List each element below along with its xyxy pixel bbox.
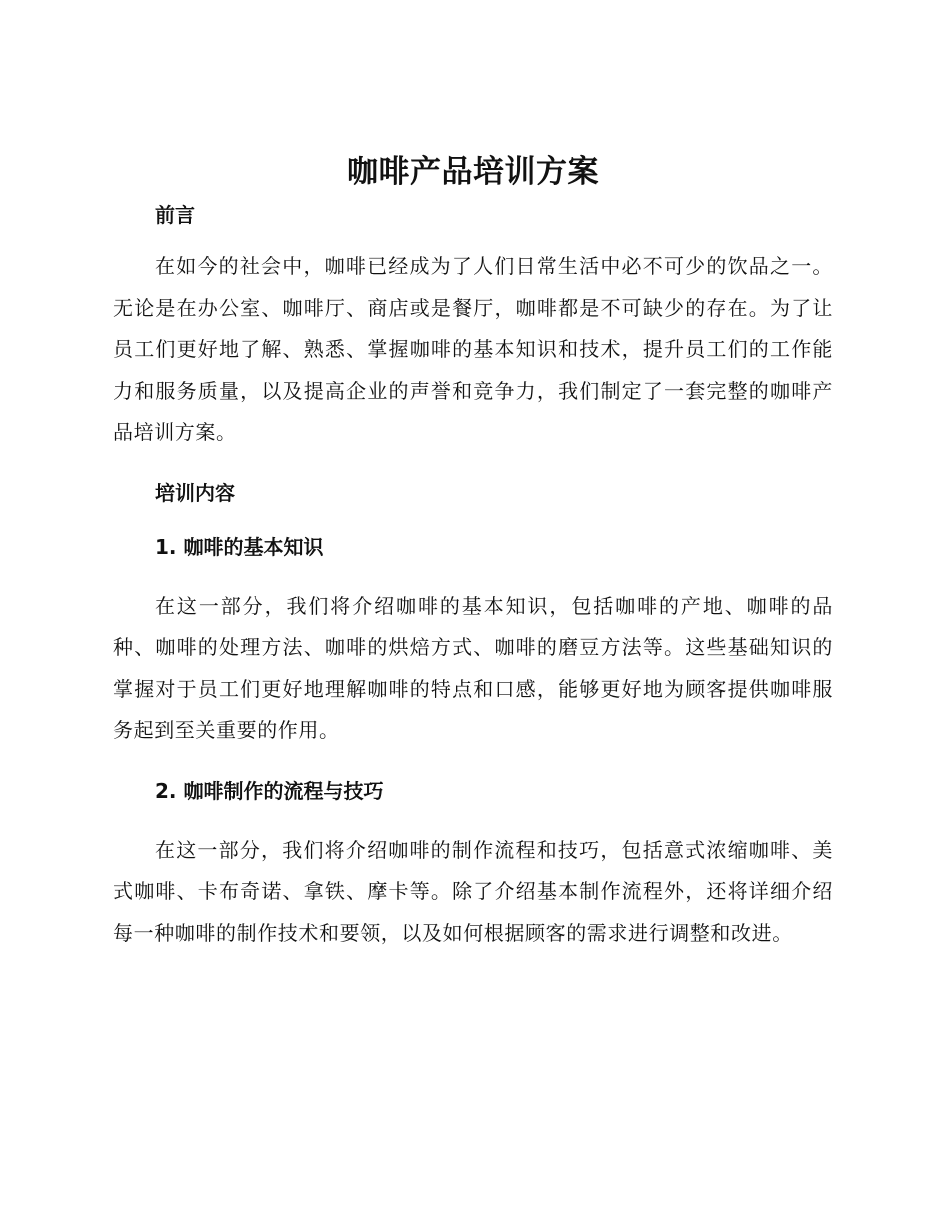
training-content-heading: 培训内容 (155, 480, 235, 505)
section-2-heading: 2. 咖啡制作的流程与技巧 (155, 778, 384, 803)
section-1-heading: 1. 咖啡的基本知识 (155, 534, 324, 559)
document-title: 咖啡产品培训方案 (347, 154, 599, 190)
document-page (113, 150, 833, 954)
section-2-paragraph: 在这一部分，我们将介绍咖啡的制作流程和技巧，包括意式浓缩咖啡、美式咖啡、卡布奇诺、拿铁、摩卡等。除了介绍基本制作流程外，还将详细介绍每一种咖啡的制作技术和要领，以及如何根据顾客的需求进行调整和改进。 (113, 837, 833, 945)
preface-heading: 前言 (155, 203, 195, 227)
preface-paragraph: 在如今的社会中，咖啡已经成为了人们日常生活中必不可少的饮品之一。无论是在办公室、咖啡厅、商店或是餐厅，咖啡都是不可缺少的存在。为了让员工们更好地了解、熟悉、掌握咖啡的基本知识和技术，提升员工们的工作能力和服务质量，以及提高企业的声誉和竞争力，我们制定了一套完整的咖啡产品培训方案。 (113, 254, 833, 444)
section-1-paragraph: 在这一部分，我们将介绍咖啡的基本知识，包括咖啡的产地、咖啡的品种、咖啡的处理方法、咖啡的烘焙方式、咖啡的磨豆方法等。这些基础知识的掌握对于员工们更好地理解咖啡的特点和口感，能够更好地为顾客提供咖啡服务起到至关重要的作用。 (113, 593, 833, 742)
